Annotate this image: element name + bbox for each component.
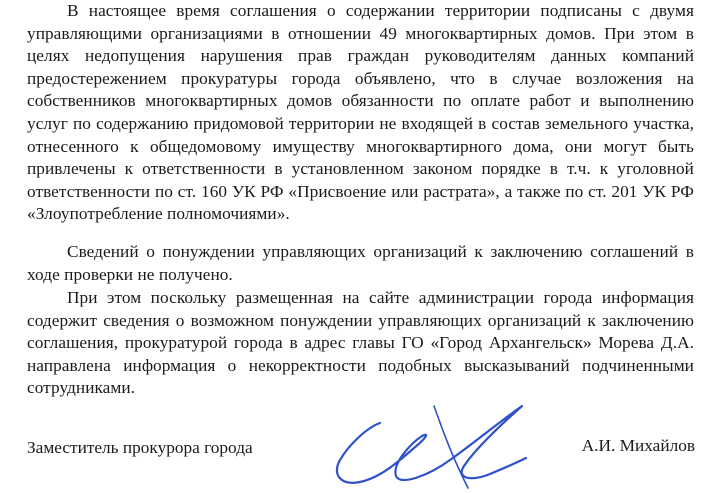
paragraph-information-sent: При этом поскольку размещенная на сайте администрации города информация содержит сведения о возможном понуждении управляющих организаций к заключению соглашения, прокуратурой города в адрес главы ГО «Город Архангельск» Морева Д.А. направлена информация о некорректности подобных высказываний подчиненными сотрудниками.	[27, 288, 694, 398]
paragraph-agreements: В настоящее время соглашения о содержании территории подписаны с двумя управляющими организациями в отношении 49 многоквартирных домов. При этом в целях недопущения нарушения прав граждан руководителям данных компаний предостережением прокуратуры города объявлено, что в случае возложения на собственников многоквартирных домов обязанности по оплате работ и выполнению услуг по содержанию придомовой территории не входящей в состав земельного участка, отнесенного к общедомовому имуществу многоквартирного дома, они могут быть привлечены к ответственности в установленном законом порядке в т.ч. к уголовной ответственности по ст. 160 УК РФ «Присвоение или растрата», а также по ст. 201 УК РФ «Злоупотребление полномочиями».	[27, 1, 694, 224]
signatory-position: Заместитель прокурора города	[27, 438, 253, 457]
signature-stroke	[337, 406, 526, 483]
paragraph-no-coercion: Сведений о понуждении управляющих организаций к заключению соглашений в ходе проверки не получено.	[27, 242, 694, 284]
signature-tail-stroke	[434, 406, 468, 488]
signatory-name: А.И. Михайлов	[581, 436, 695, 455]
handwritten-signature	[318, 388, 548, 493]
